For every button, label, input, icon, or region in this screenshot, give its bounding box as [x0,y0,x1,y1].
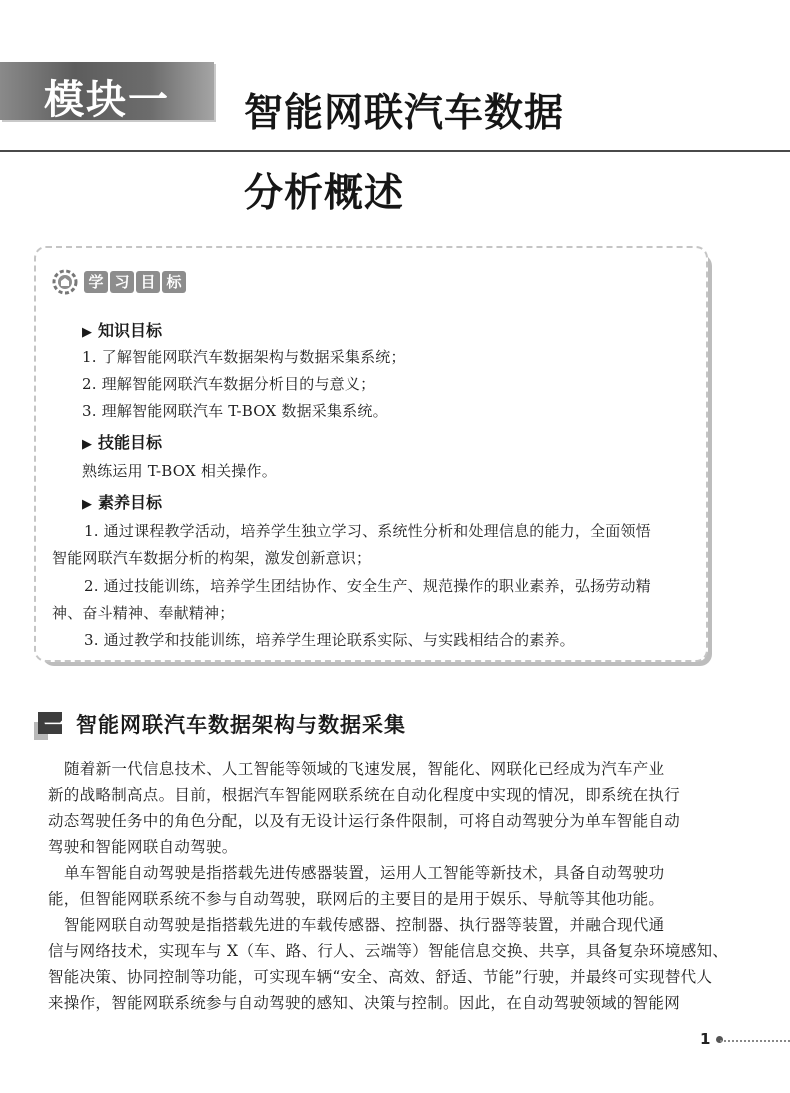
literacy-goals-label: 素养目标 [98,493,163,512]
literacy-line: 神、奋斗精神、奉献精神； [52,604,235,622]
heading-char-2: 习 [110,271,134,293]
triangle-bullet-icon: ▶ [82,497,92,512]
page-number: 1 [700,1030,711,1048]
literacy-line: 智能网联汽车数据分析的构架，激发创新意识； [52,549,372,567]
section-heading [44,709,406,739]
literacy-goals-heading [82,490,162,513]
knowledge-item: 3. 理解智能网联汽车 T-BOX 数据采集系统。 [82,402,388,420]
skill-goals-heading [82,430,162,453]
objectives-heading [52,268,188,296]
body-line: 信与网络技术，实现车与 X（车、路、行人、云端等）智能信息交换、共享，具备复杂环境感知、 [48,942,729,960]
page-dotted-rule [720,1040,790,1042]
literacy-line: 3. 通过教学和技能训练，培养学生理论联系实际、与实践相结合的素养。 [84,631,575,649]
knowledge-item: 2. 理解智能网联汽车数据分析目的与意义； [82,375,376,393]
body-line: 驾驶和智能网联自动驾驶。 [48,838,238,856]
skill-item: 熟练运用 T-BOX 相关操作。 [82,462,277,480]
body-line: 随着新一代信息技术、人工智能等领域的飞速发展，智能化、网联化已经成为汽车产业 [64,760,665,778]
body-line: 动态驾驶任务中的角色分配，以及有无设计运行条件限制，可将自动驾驶分为单车智能自动 [48,812,681,830]
gear-icon [52,269,78,295]
knowledge-item: 1. 了解智能网联汽车数据架构与数据采集系统； [82,348,406,366]
section-number: 一 [44,713,66,737]
module-tag [0,62,214,123]
module-label: 模块一 [44,77,170,123]
literacy-line: 2. 通过技能训练，培养学生团结协作、安全生产、规范操作的职业素养，弘扬劳动精 [84,577,651,595]
body-line: 来操作，智能网联系统参与自动驾驶的感知、决策与控制。因此，在自动驾驶领域的智能网 [48,994,681,1012]
literacy-line: 1. 通过课程教学活动，培养学生独立学习、系统性分析和处理信息的能力，全面领悟 [84,522,651,540]
heading-char-3: 目 [136,271,160,293]
knowledge-goals-label: 知识目标 [98,321,163,340]
knowledge-goals-heading [82,318,162,341]
heading-char-1: 学 [84,271,108,293]
chapter-title-line2: 分析概述 [244,171,405,216]
body-line: 新的战略制高点。目前，根据汽车智能网联系统在自动化程度中实现的情况，即系统在执行 [48,786,681,804]
body-line: 单车智能自动驾驶是指搭载先进传感器装置，运用人工智能等新技术，具备自动驾驶功 [64,864,665,882]
triangle-bullet-icon: ▶ [82,325,92,340]
chapter-title-line1: 智能网联汽车数据 [244,91,565,136]
triangle-bullet-icon: ▶ [82,437,92,452]
skill-goals-label: 技能目标 [98,433,163,452]
body-line: 智能网联自动驾驶是指搭载先进的车载传感器、控制器、执行器等装置，并融合现代通 [64,916,665,934]
section-title: 智能网联汽车数据架构与数据采集 [76,713,406,737]
body-line: 能，但智能网联系统不参与自动驾驶，联网后的主要目的是用于娱乐、导航等其他功能。 [48,890,665,908]
objectives-box [34,246,708,662]
body-line: 智能决策、协同控制等功能，可实现车辆“安全、高效、舒适、节能”行驶，并最终可实现替代人 [48,968,713,986]
heading-char-4: 标 [162,271,186,293]
title-divider [0,150,790,152]
